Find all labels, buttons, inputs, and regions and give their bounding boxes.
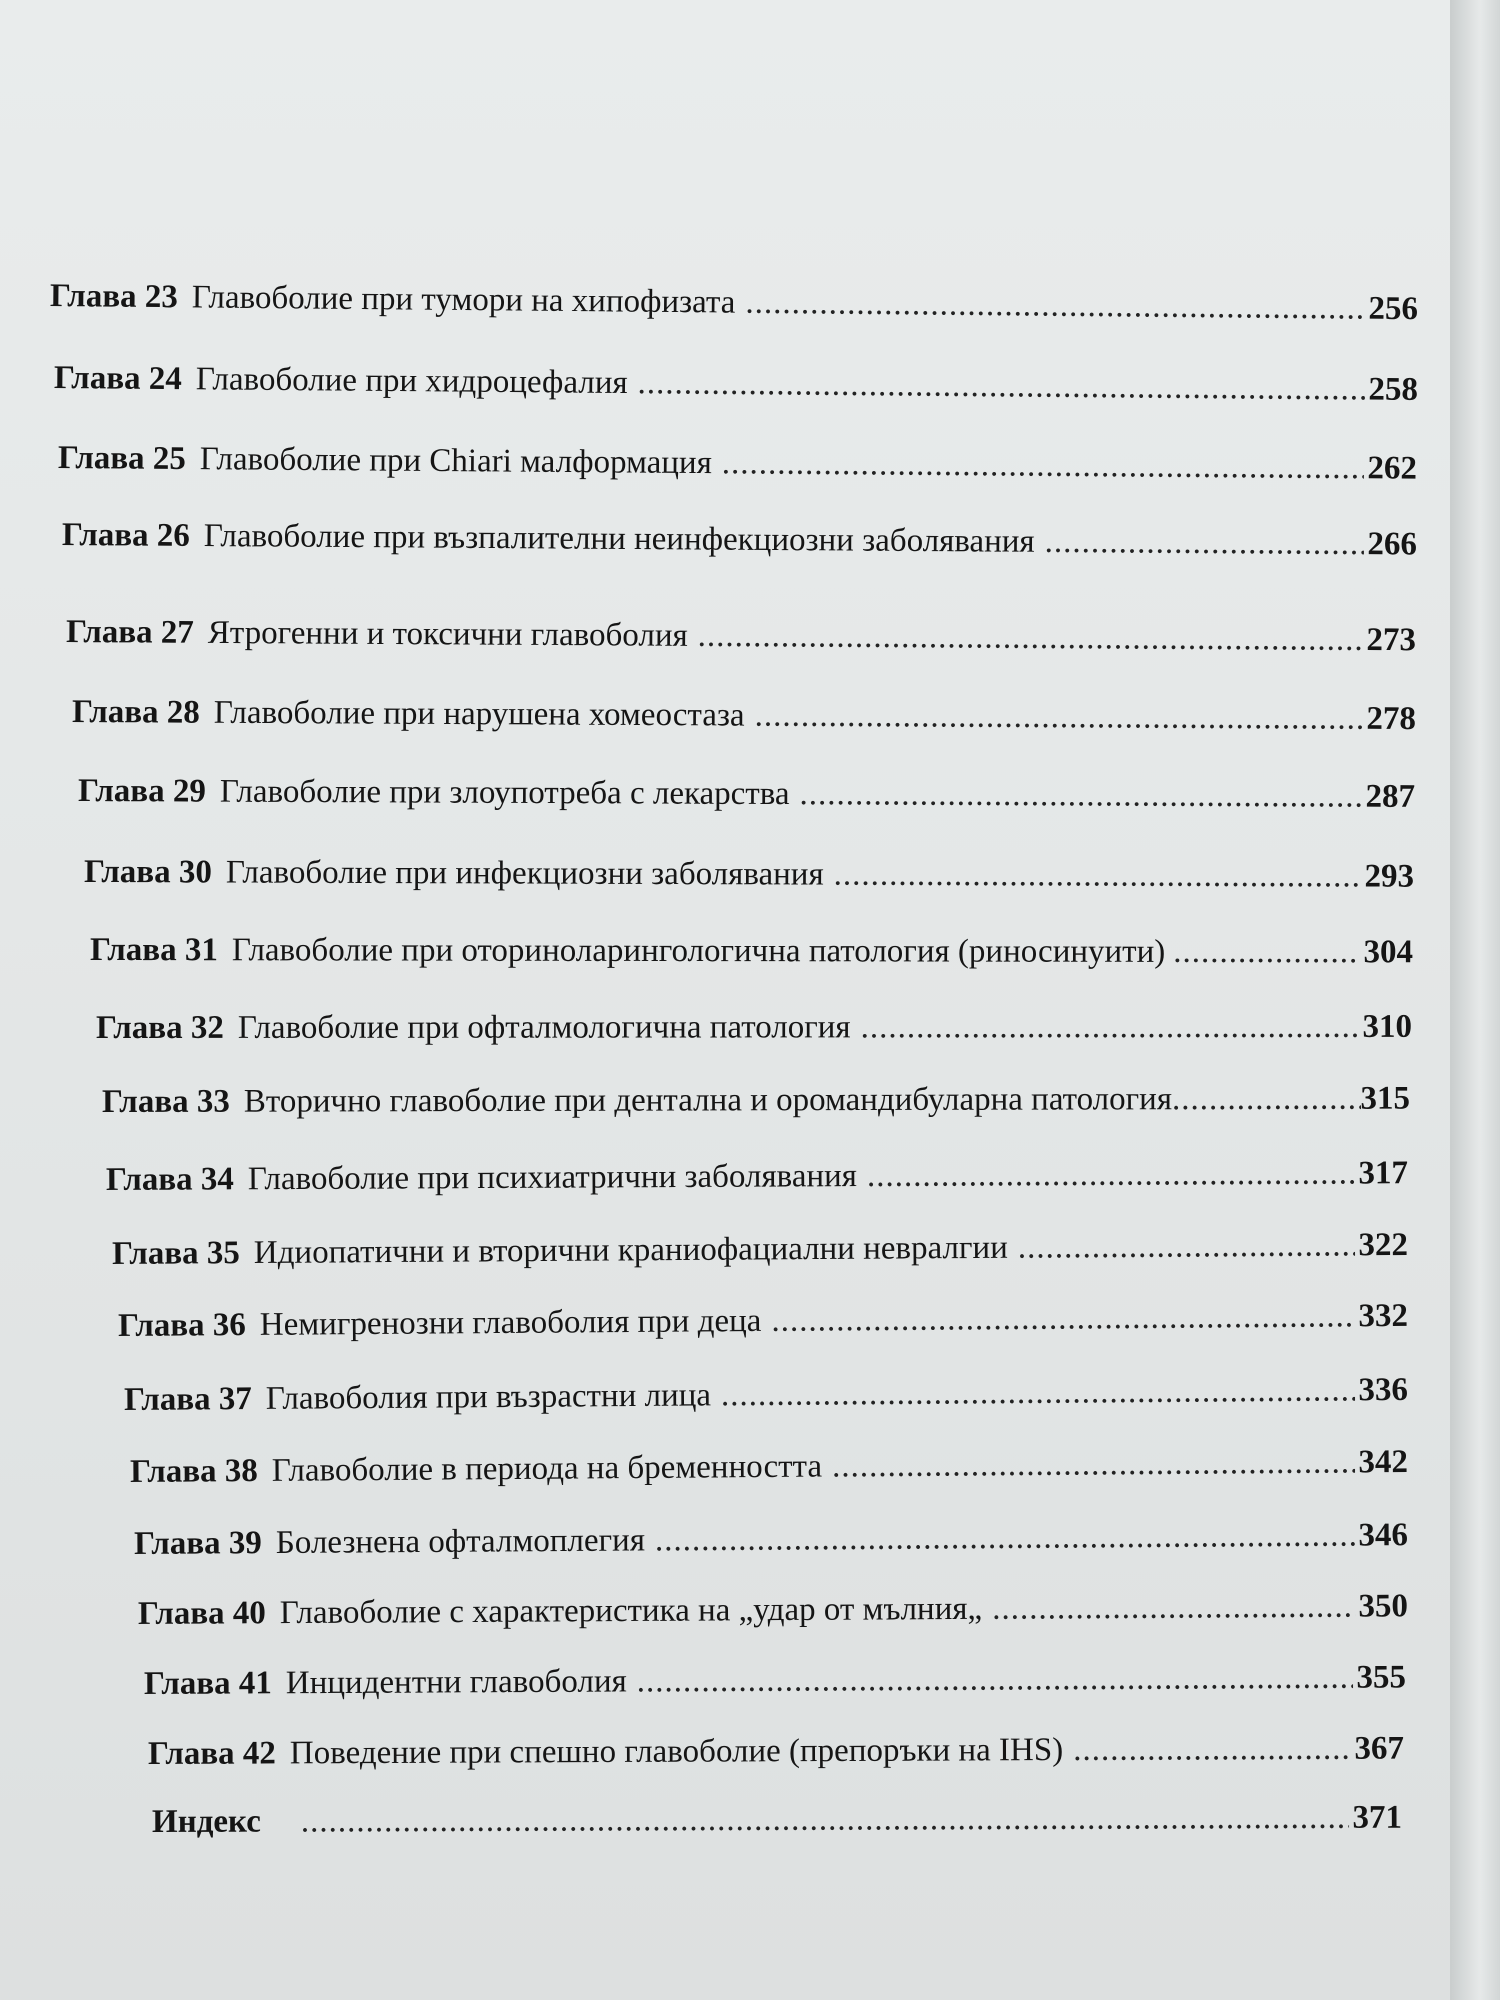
toc-chapter-title: Ятрогенни и токсични главоболия bbox=[207, 614, 688, 654]
toc-chapter-title: Главоболие при офталмологична патология bbox=[237, 1009, 851, 1046]
toc-entry bbox=[72, 692, 1416, 739]
toc-entry bbox=[138, 1586, 1408, 1634]
toc-chapter-title: Главоболие при тумори на хипофизата bbox=[191, 279, 736, 321]
toc-page-number: 317 bbox=[1358, 1155, 1409, 1192]
toc-page-number: 367 bbox=[1354, 1730, 1405, 1767]
toc-entry bbox=[54, 358, 1418, 410]
toc-chapter-number: Глава 42 bbox=[147, 1735, 276, 1772]
toc-entry bbox=[124, 1370, 1408, 1420]
toc-entry bbox=[118, 1296, 1408, 1346]
toc-chapter-title: Главоболие в периода на бременността bbox=[271, 1448, 823, 1489]
toc-leader-dots bbox=[1172, 1079, 1361, 1119]
toc-leader-dots bbox=[1045, 522, 1364, 564]
toc-entry bbox=[50, 276, 1418, 329]
toc-entry-index bbox=[152, 1798, 1402, 1842]
toc-chapter-number: Глава 37 bbox=[123, 1380, 252, 1418]
toc-entry bbox=[84, 852, 1414, 897]
toc-chapter-number: Глава 36 bbox=[117, 1306, 246, 1344]
toc-chapter-title: Главоболие при психиатрични заболявания bbox=[247, 1158, 858, 1198]
toc-entry bbox=[96, 1007, 1412, 1048]
toc-chapter-number: Глава 29 bbox=[77, 773, 206, 810]
toc-chapter-number: Глава 30 bbox=[83, 854, 212, 891]
toc-chapter-title: Главоболие при злоупотреба с лекарства bbox=[219, 773, 790, 813]
toc-leader-dots bbox=[1173, 932, 1355, 972]
toc-page-number: 371 bbox=[1352, 1799, 1403, 1836]
toc-chapter-number: Глава 23 bbox=[49, 278, 179, 316]
toc-chapter-title: Главоболие с характеристика на „удар от мълния„ bbox=[279, 1590, 983, 1632]
toc-chapter-title: Немигренозни главоболия при деца bbox=[259, 1302, 762, 1343]
toc-page-number: 262 bbox=[1367, 450, 1418, 487]
toc-entry bbox=[90, 930, 1413, 972]
toc-chapter-number: Глава 31 bbox=[89, 932, 218, 969]
toc-leader-dots bbox=[771, 1296, 1354, 1341]
toc-chapter-title: Главоболие при оториноларингологична патология (риносинуити) bbox=[231, 932, 1166, 970]
toc-leader-dots bbox=[861, 1007, 1359, 1047]
page-edge bbox=[1450, 0, 1500, 2000]
toc-chapter-title: Вторично главоболие при дентална и оромандибуларна патология bbox=[243, 1081, 1173, 1120]
toc-entry bbox=[112, 1225, 1408, 1274]
toc-leader-dots bbox=[1018, 1225, 1355, 1267]
toc-leader-dots bbox=[832, 1442, 1355, 1486]
toc-chapter-number: Глава 40 bbox=[137, 1595, 266, 1632]
toc-chapter-number: Глава 25 bbox=[57, 440, 186, 478]
toc-chapter-number: Глава 28 bbox=[71, 694, 200, 731]
toc-chapter-title: Главоболие при възпалителни неинфекциозни заболявания bbox=[203, 517, 1035, 560]
toc-page-number: 287 bbox=[1365, 778, 1416, 815]
toc-page-number: 355 bbox=[1356, 1659, 1407, 1696]
toc-chapter-number: Глава 26 bbox=[61, 517, 190, 554]
toc-chapter-title: Главоболие при инфекциозни заболявания bbox=[225, 854, 824, 893]
toc-entry bbox=[106, 1153, 1408, 1200]
toc-entry bbox=[134, 1515, 1408, 1564]
toc-page-number: 258 bbox=[1368, 371, 1419, 408]
toc-entry bbox=[130, 1442, 1408, 1492]
toc-chapter-title: Главоболие при Chiari малформация bbox=[199, 441, 712, 482]
toc-page-number: 266 bbox=[1367, 526, 1418, 563]
toc-index-label: Индекс bbox=[151, 1803, 261, 1840]
toc-chapter-number: Глава 38 bbox=[129, 1452, 258, 1490]
toc-chapter-title: Инцидентни главоболия bbox=[285, 1663, 627, 1702]
toc-chapter-title: Главоболия при възрастни лица bbox=[265, 1377, 712, 1417]
toc-page-number: 310 bbox=[1362, 1008, 1413, 1045]
toc-chapter-title: Главоболие при нарушена хомеостаза bbox=[213, 694, 745, 734]
toc-entry bbox=[78, 771, 1415, 817]
toc-entry bbox=[102, 1079, 1410, 1122]
toc-page-number: 256 bbox=[1368, 290, 1419, 328]
toc-leader-dots bbox=[834, 855, 1361, 897]
toc-page-number: 336 bbox=[1358, 1371, 1409, 1409]
toc-chapter-title: Поведение при спешно главоболие (препоръки на IHS) bbox=[289, 1732, 1064, 1772]
toc-page-number: 273 bbox=[1366, 621, 1417, 659]
toc-entry bbox=[58, 438, 1417, 489]
toc-leader-dots bbox=[698, 616, 1363, 660]
toc-chapter-title: Болезнена офталмоплегия bbox=[275, 1522, 646, 1562]
toc-entry bbox=[148, 1729, 1404, 1774]
toc-leader-dots bbox=[637, 1658, 1353, 1702]
toc-chapter-title: Главоболие при хидроцефалия bbox=[195, 361, 628, 402]
toc-chapter-number: Глава 35 bbox=[111, 1235, 240, 1272]
toc-leader-dots bbox=[745, 283, 1364, 329]
toc-page-number: 346 bbox=[1358, 1517, 1409, 1554]
toc-leader-dots bbox=[755, 696, 1363, 739]
toc-chapter-number: Глава 32 bbox=[95, 1009, 224, 1046]
toc-chapter-number: Глава 34 bbox=[105, 1161, 234, 1198]
toc-entry bbox=[144, 1657, 1406, 1704]
toc-leader-dots bbox=[867, 1153, 1355, 1196]
toc-chapter-number: Глава 41 bbox=[143, 1665, 272, 1702]
toc-chapter-number: Глава 27 bbox=[65, 614, 194, 651]
toc-leader-dots bbox=[637, 363, 1364, 409]
toc-leader-dots bbox=[301, 1798, 1349, 1842]
toc-leader-dots bbox=[992, 1587, 1355, 1629]
toc-leader-dots bbox=[1073, 1729, 1350, 1770]
toc-page-number: 304 bbox=[1363, 934, 1414, 971]
toc-page-number: 332 bbox=[1358, 1297, 1409, 1335]
toc-chapter-number: Глава 33 bbox=[101, 1083, 230, 1120]
toc-page-number: 350 bbox=[1358, 1588, 1409, 1625]
toc-entry bbox=[66, 612, 1416, 660]
toc-page-number: 315 bbox=[1360, 1080, 1411, 1117]
toc-leader-dots bbox=[721, 1370, 1355, 1415]
toc-chapter-number: Глава 39 bbox=[133, 1525, 262, 1562]
toc-page-number: 278 bbox=[1366, 700, 1417, 738]
toc-chapter-number: Глава 24 bbox=[53, 360, 183, 398]
toc-leader-dots bbox=[799, 774, 1361, 816]
toc-page-number: 342 bbox=[1358, 1443, 1409, 1481]
toc-leader-dots bbox=[722, 443, 1364, 488]
toc-page-number: 293 bbox=[1364, 858, 1415, 895]
toc-entry bbox=[62, 515, 1417, 564]
toc-chapter-title: Идиопатични и вторични краниофациални невралгии bbox=[253, 1229, 1008, 1272]
toc-page-number: 322 bbox=[1358, 1226, 1409, 1264]
toc-leader-dots bbox=[655, 1515, 1355, 1560]
